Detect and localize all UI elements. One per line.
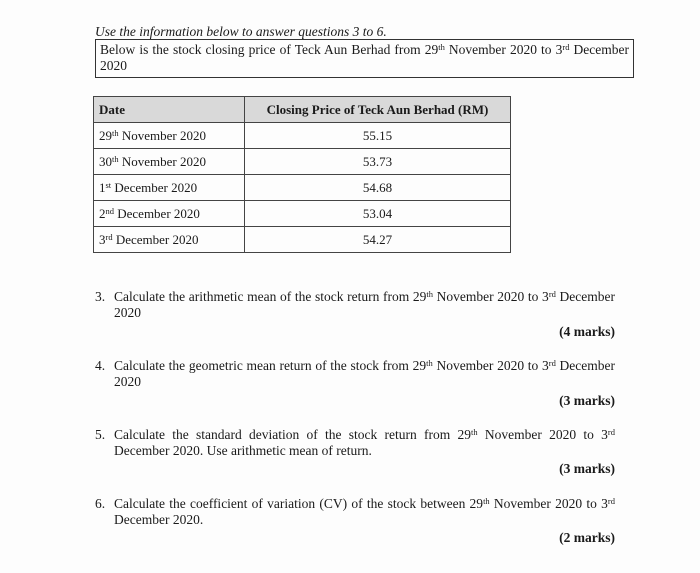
price-cell: 53.04: [245, 201, 511, 227]
date-cell: 3rd December 2020: [94, 227, 245, 253]
question-text: Calculate the coefficient of variation (CV) of the stock between 29th November 2020 to 3rd December 2020.: [114, 496, 615, 527]
date-cell: 29th November 2020: [94, 123, 245, 149]
info-box: Below is the stock closing price of Teck Aun Berhad from 29th November 2020 to 3rd December 2020: [95, 39, 634, 78]
question-number: 6.: [95, 496, 106, 511]
question-4: [95, 358, 615, 408]
price-cell: 54.68: [245, 175, 511, 201]
date-cell: 1st December 2020: [94, 175, 245, 201]
question-3: [95, 289, 616, 339]
table-row: [94, 149, 511, 175]
question-text: Calculate the standard deviation of the stock return from 29th November 2020 to 3rd December 2020. Use arithmetic mean of return.: [114, 427, 615, 458]
price-cell: 55.15: [245, 123, 511, 149]
table-row: [94, 201, 511, 227]
question-number: 5.: [95, 427, 106, 442]
question-5: [95, 427, 615, 476]
question-6: [95, 496, 615, 545]
price-cell: 53.73: [245, 149, 511, 175]
question-text: Calculate the arithmetic mean of the stock return from 29th November 2020 to 3rd December 2020: [114, 289, 616, 320]
date-cell: 2nd December 2020: [94, 201, 245, 227]
price-table: [93, 96, 511, 253]
question-number: 3.: [95, 289, 106, 304]
table-row: [94, 227, 511, 253]
table-row: [94, 123, 511, 149]
price-cell: 54.27: [245, 227, 511, 253]
marks-label: (4 marks): [559, 324, 615, 339]
instruction-text: Use the information below to answer questions 3 to 6.: [95, 24, 387, 39]
header-date: Date: [94, 97, 245, 123]
question-text: Calculate the geometric mean return of the stock from 29th November 2020 to 3rd December 2020: [114, 358, 615, 389]
question-number: 4.: [95, 358, 106, 373]
table-row: [94, 175, 511, 201]
date-cell: 30th November 2020: [94, 149, 245, 175]
marks-label: (3 marks): [559, 461, 615, 476]
marks-label: (2 marks): [559, 530, 615, 545]
marks-label: (3 marks): [559, 393, 615, 408]
table-header-row: [94, 97, 511, 123]
header-closing-price: Closing Price of Teck Aun Berhad (RM): [245, 97, 511, 123]
